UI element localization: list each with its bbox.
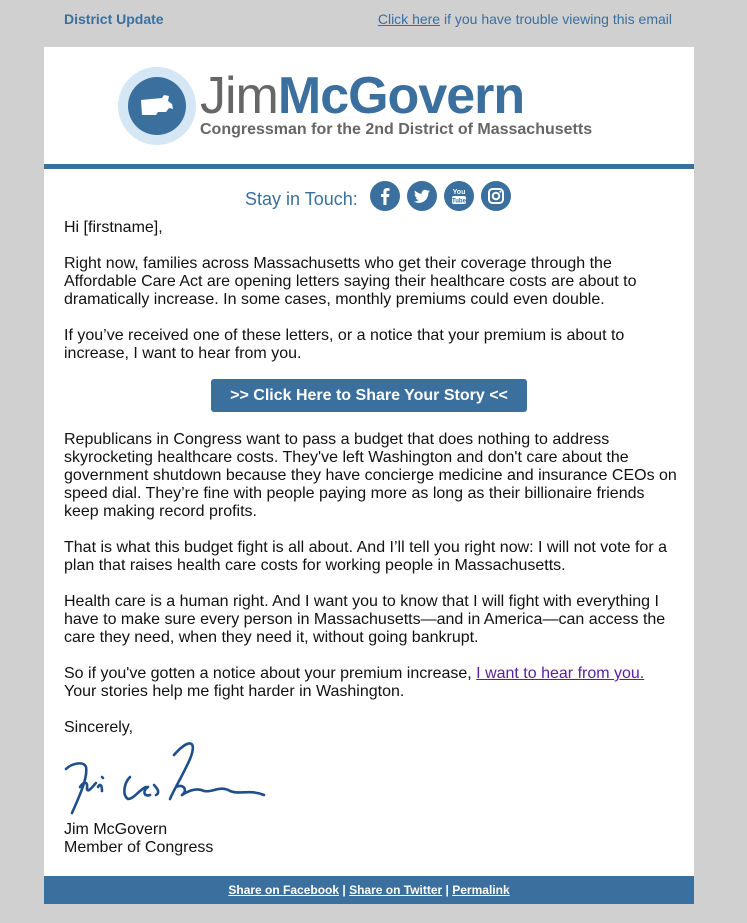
signer-name: Jim McGovern <box>64 821 168 838</box>
share-on-facebook-link[interactable]: Share on Facebook <box>228 883 340 897</box>
preheader-title: District Update <box>64 11 164 27</box>
footer-separator: | <box>339 883 350 897</box>
logo-first-name: Jim <box>200 67 278 125</box>
massachusetts-map-icon <box>128 77 186 135</box>
paragraph-6-text-end: Your stories help me fight harder in Washington. <box>64 683 405 700</box>
paragraph-5: Health care is a human right. And I want you to know that I will fight with everything I have to make sure every person in Massachusetts—and in America—can access the care they need, when they need it, without going bankrupt. <box>64 593 666 646</box>
paragraph-6 <box>64 665 679 701</box>
share-on-twitter-link[interactable]: Share on Twitter <box>349 883 443 897</box>
click-here-link[interactable]: Click here <box>377 11 441 27</box>
email-body-card <box>44 47 694 876</box>
svg-text:You: You <box>452 189 466 196</box>
logo-badge <box>118 67 196 145</box>
paragraph-4: That is what this budget fight is all about. And I’ll tell you right now: I will not vote for a plan that raises health care costs for working people in Massachusetts. <box>64 539 667 574</box>
svg-text:Tube: Tube <box>452 198 466 205</box>
trouble-text: if you have trouble viewing this email <box>440 11 672 27</box>
paragraph-1: Right now, families across Massachusetts who get their coverage through the Affordable Care Act are opening letters saying their healthcare costs are about to dramatically increase. In some cases, monthly premiums could even double. <box>64 255 637 308</box>
logo-subtitle: Congressman for the 2nd District of Massachusetts <box>200 121 593 138</box>
email-footer <box>44 876 694 904</box>
stay-in-touch-label: Stay in Touch: <box>245 189 358 209</box>
header-divider <box>44 164 694 169</box>
hear-from-you-link[interactable]: I want to hear from you. <box>476 665 645 682</box>
greeting: Hi [firstname], <box>64 219 163 236</box>
share-your-story-button[interactable]: >> Click Here to Share Your Story << <box>211 379 527 412</box>
instagram-icon[interactable] <box>481 181 511 211</box>
signature-image <box>64 737 269 824</box>
footer-separator: | <box>442 883 453 897</box>
logo-wordmark <box>200 67 524 125</box>
logo-last-name: McGovern <box>277 67 525 125</box>
twitter-icon[interactable] <box>407 181 437 211</box>
paragraph-2: If you’ve received one of these letters, or a notice that your premium is about to increase, I want to hear from you. <box>64 327 625 362</box>
permalink-link[interactable]: Permalink <box>452 883 510 897</box>
closing: Sincerely, <box>64 719 134 736</box>
email-preheader <box>0 0 747 40</box>
paragraph-6-text: So if you've gotten a notice about your premium increase, <box>64 665 477 682</box>
signer-title: Member of Congress <box>64 839 214 856</box>
facebook-icon[interactable] <box>370 181 400 211</box>
youtube-icon[interactable] <box>444 181 474 211</box>
view-in-browser-notice <box>378 11 672 27</box>
paragraph-3: Republicans in Congress want to pass a budget that does nothing to address skyrocketing healthcare costs. They've left Washington and don't care about the government shutdown because they have concierge medicine and insurance CEOs on speed dial. They’re fine with people paying more as long as their billionaire friends keep making record profits. <box>64 431 677 520</box>
